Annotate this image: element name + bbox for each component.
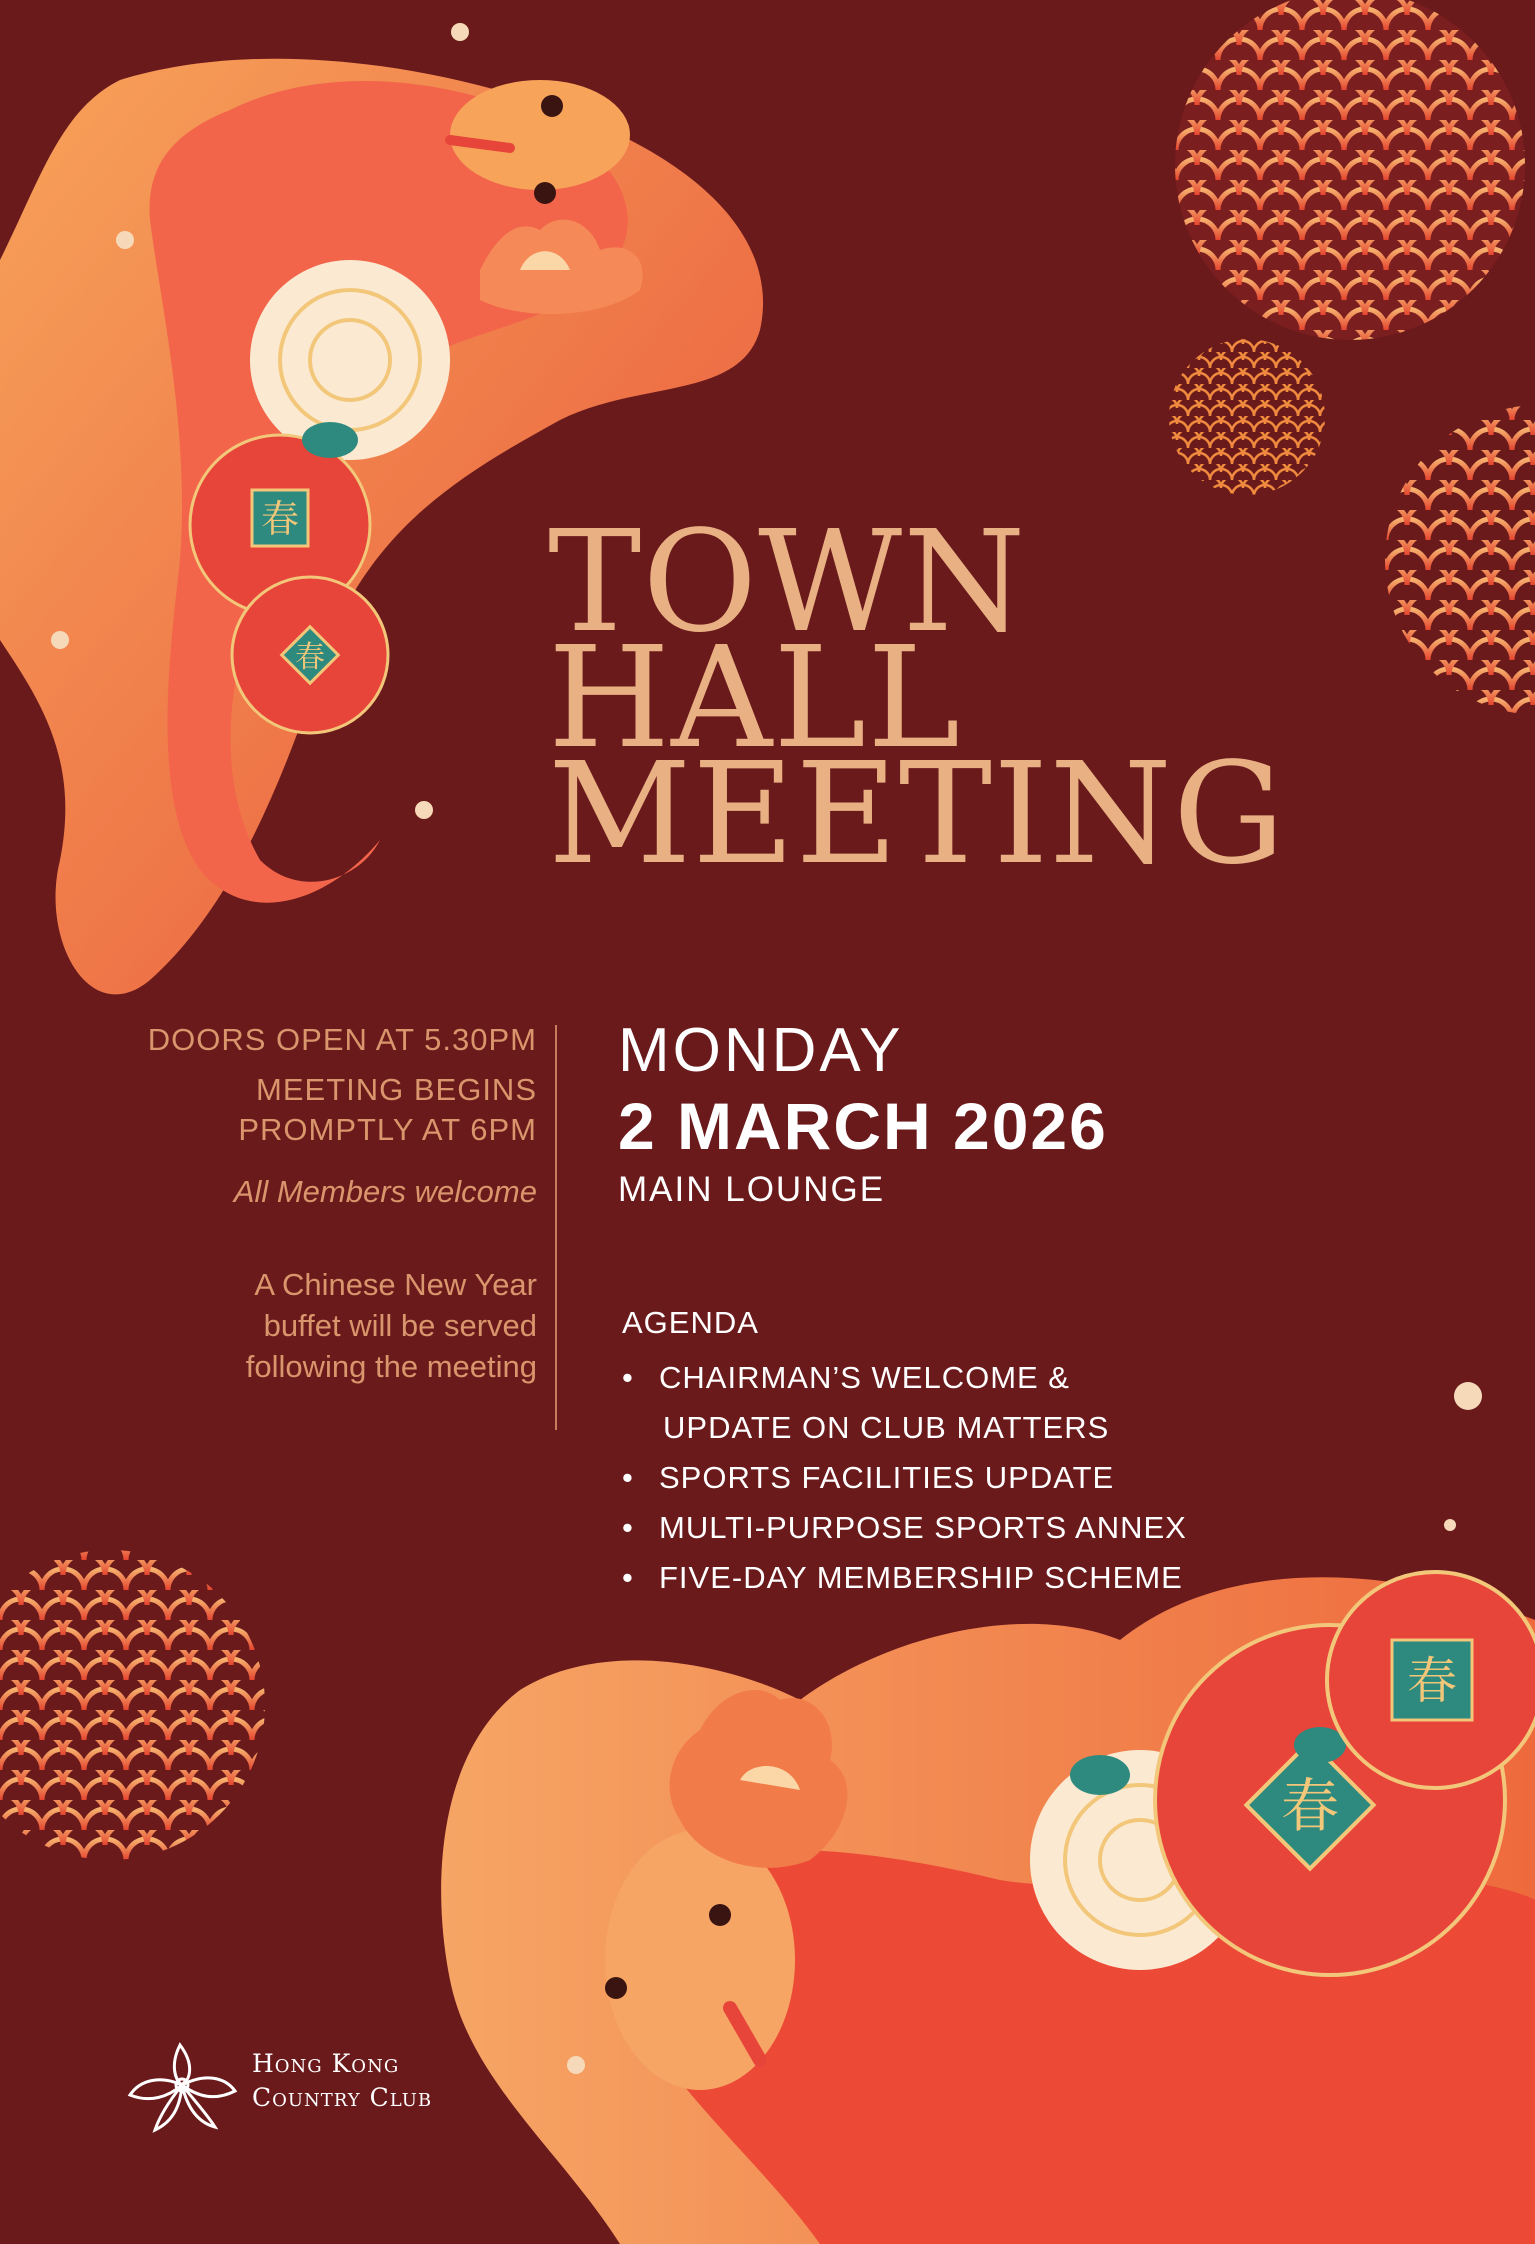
agenda-item-text: UPDATE ON CLUB MATTERS bbox=[663, 1410, 1110, 1445]
svg-text:春: 春 bbox=[260, 497, 300, 541]
agenda-item-text: MULTI-PURPOSE SPORTS ANNEX bbox=[659, 1510, 1187, 1545]
welcome-text: All Members welcome bbox=[233, 1174, 537, 1209]
agenda-list bbox=[622, 1353, 1187, 1603]
fish-scale-circle-icon bbox=[0, 1550, 270, 1870]
event-details-left bbox=[80, 1020, 537, 1387]
meeting-begins-text: MEETING BEGINS bbox=[256, 1072, 537, 1107]
title-line: TOWN bbox=[548, 501, 1027, 664]
club-name-line: Country Club bbox=[252, 2083, 433, 2112]
agenda-item bbox=[622, 1503, 1187, 1553]
agenda-item bbox=[622, 1453, 1187, 1503]
buffet-line: following the meeting bbox=[245, 1349, 537, 1384]
agenda-item-text: SPORTS FACILITIES UPDATE bbox=[659, 1460, 1115, 1495]
red-seal-icon bbox=[232, 577, 388, 733]
event-details-right bbox=[618, 1015, 1108, 1210]
agenda-item-text: CHAIRMAN’S WELCOME & bbox=[659, 1360, 1070, 1395]
title-line: MEETING bbox=[548, 733, 1286, 896]
event-venue: MAIN LOUNGE bbox=[618, 1170, 886, 1209]
buffet-text bbox=[80, 1264, 537, 1387]
agenda-item bbox=[622, 1353, 1187, 1453]
club-name-line: Hong Kong bbox=[252, 2049, 400, 2078]
agenda bbox=[622, 1305, 1187, 1603]
svg-text:春: 春 bbox=[295, 640, 325, 675]
title-line: HALL bbox=[548, 617, 962, 780]
fish-scale-circle-icon bbox=[1170, 0, 1530, 340]
doors-open-text: DOORS OPEN AT 5.30PM bbox=[147, 1022, 537, 1057]
divider bbox=[555, 1025, 557, 1430]
agenda-item bbox=[622, 1553, 1187, 1603]
event-day: MONDAY bbox=[618, 1016, 904, 1085]
event-date: 2 MARCH 2026 bbox=[618, 1089, 1108, 1163]
buffet-line: A Chinese New Year bbox=[254, 1267, 537, 1302]
club-name bbox=[252, 2047, 432, 2115]
fish-scale-circle-icon bbox=[1160, 330, 1340, 500]
svg-text:春: 春 bbox=[1280, 1772, 1340, 1840]
agenda-item-text: FIVE-DAY MEMBERSHIP SCHEME bbox=[659, 1560, 1183, 1595]
agenda-title: AGENDA bbox=[622, 1305, 759, 1340]
red-seal-icon bbox=[1327, 1572, 1535, 1788]
meeting-begins-text: PROMPTLY AT 6PM bbox=[238, 1112, 537, 1147]
svg-text:春: 春 bbox=[1407, 1652, 1457, 1710]
buffet-line: buffet will be served bbox=[263, 1308, 537, 1343]
page-title bbox=[548, 501, 1448, 896]
